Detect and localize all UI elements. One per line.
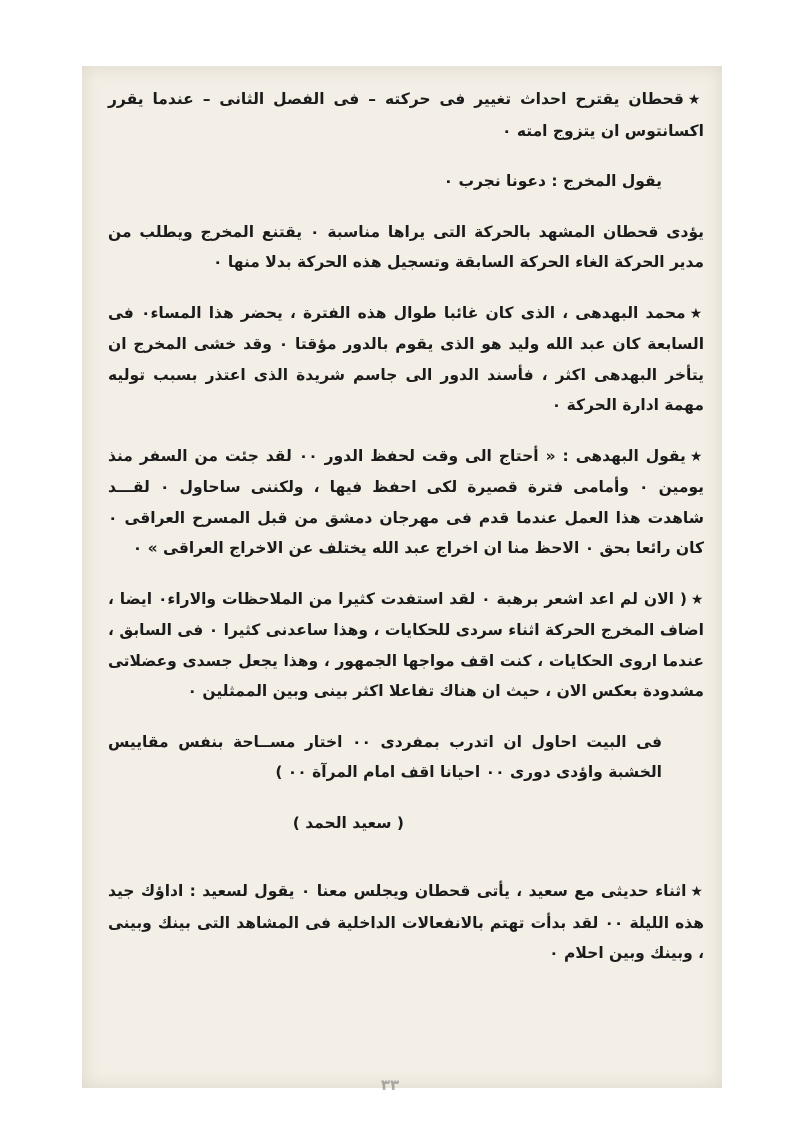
paragraph-director-says: يقول المخرج : دعونا نجرب ٠: [443, 172, 662, 190]
page-number: ٣٣: [380, 1076, 400, 1094]
paragraph-qahtan-suggestion: ★قحطان يقترح احداث تغيير فى حركته – فى الفصل الثانى – عندما يقرر اكسانتوس ان يتزوج امته ٠: [108, 90, 704, 140]
signature-saeed-alhamad: ( سعيد الحمد ): [292, 813, 404, 832]
star-bullet: ★: [689, 448, 704, 465]
paragraph-qahtan-performs: يؤدى قحطان المشهد بالحركة التى يراها مناسبة ٠ يقتنع المخرج ويطلب من مدير الحركة الغاء الحركة السابقة وتسجيل هذه الحركة بدلا منها ٠: [108, 222, 704, 271]
star-bullet: ★: [690, 884, 704, 900]
paragraph-bahdahi-arrives: ★محمد البهدهى ، الذى كان غائبا طوال هذه الفترة ، يحضر هذا المساء٠ فى السابعة كان عبد الله وليد هو الذى يقوم بالدور مؤقتا ٠ وقد خشى المخرج ان يتأخر البهدهى اكثر ، فأسند الدور الى جاسم شريدة الذى اعتذر بسبب توليه مهمة ادارة الحركة ٠: [108, 303, 705, 414]
star-bullet: ★: [687, 92, 704, 108]
paragraph-qahtan-joins: ★اثناء حديثى مع سعيد ، يأتى قحطان ويجلس معنا ٠ يقول لسعيد : اداؤك جيد هذه الليلة ٠٠ لقد بدأت تهتم بالانفعالات الداخلية فى المشاهد التى بينك وبينى ، وبينك وبين احلام ٠: [108, 882, 704, 962]
document-body: [108, 84, 704, 989]
star-bullet: ★: [689, 305, 704, 322]
star-bullet: ★: [690, 591, 704, 608]
paragraph-bahdahi-quote: ★يقول البهدهى : « أحتاج الى وقت لحفظ الدور ٠٠ لقد جئت من السفر منذ يومين ٠ وأمامى فترة قصيرة لكى احفظ فيها ، ولكننى ساحاول ٠ لقـــد شاهدت هذا العمل عندما قدم فى مهرجان دمشق من قبل المسرح العراقى ٠ كان رائعا بحق ٠ الاحظ منا ان اخراج عبد الله يختلف عن الاخراج العراقى » ٠: [108, 446, 704, 557]
paragraph-home-practice: فى البيت احاول ان اتدرب بمفردى ٠٠ اختار مســاحة بنفس مقاييس الخشبة واؤدى دورى ٠٠ احيانا اقف امام المرآة ٠٠ ): [108, 732, 662, 781]
paragraph-saeed-reflection: ★( الان لم اعد اشعر برهبة ٠ لقد استفدت كثيرا من الملاحظات والاراء٠ ايضا ، اضاف المخرج الحركة اثناء سردى للحكايات ، وهذا ساعدنى كثيرا ٠ فى السابق ، عندما اروى الحكايات ، كنت اقف مواجها الجمهور ، وهذا يجعل جسدى وعضلاتى مشدودة بعكس الان ، حيث ان هناك تفاعلا اكثر بينى وبين الممثلين ٠: [108, 589, 704, 700]
